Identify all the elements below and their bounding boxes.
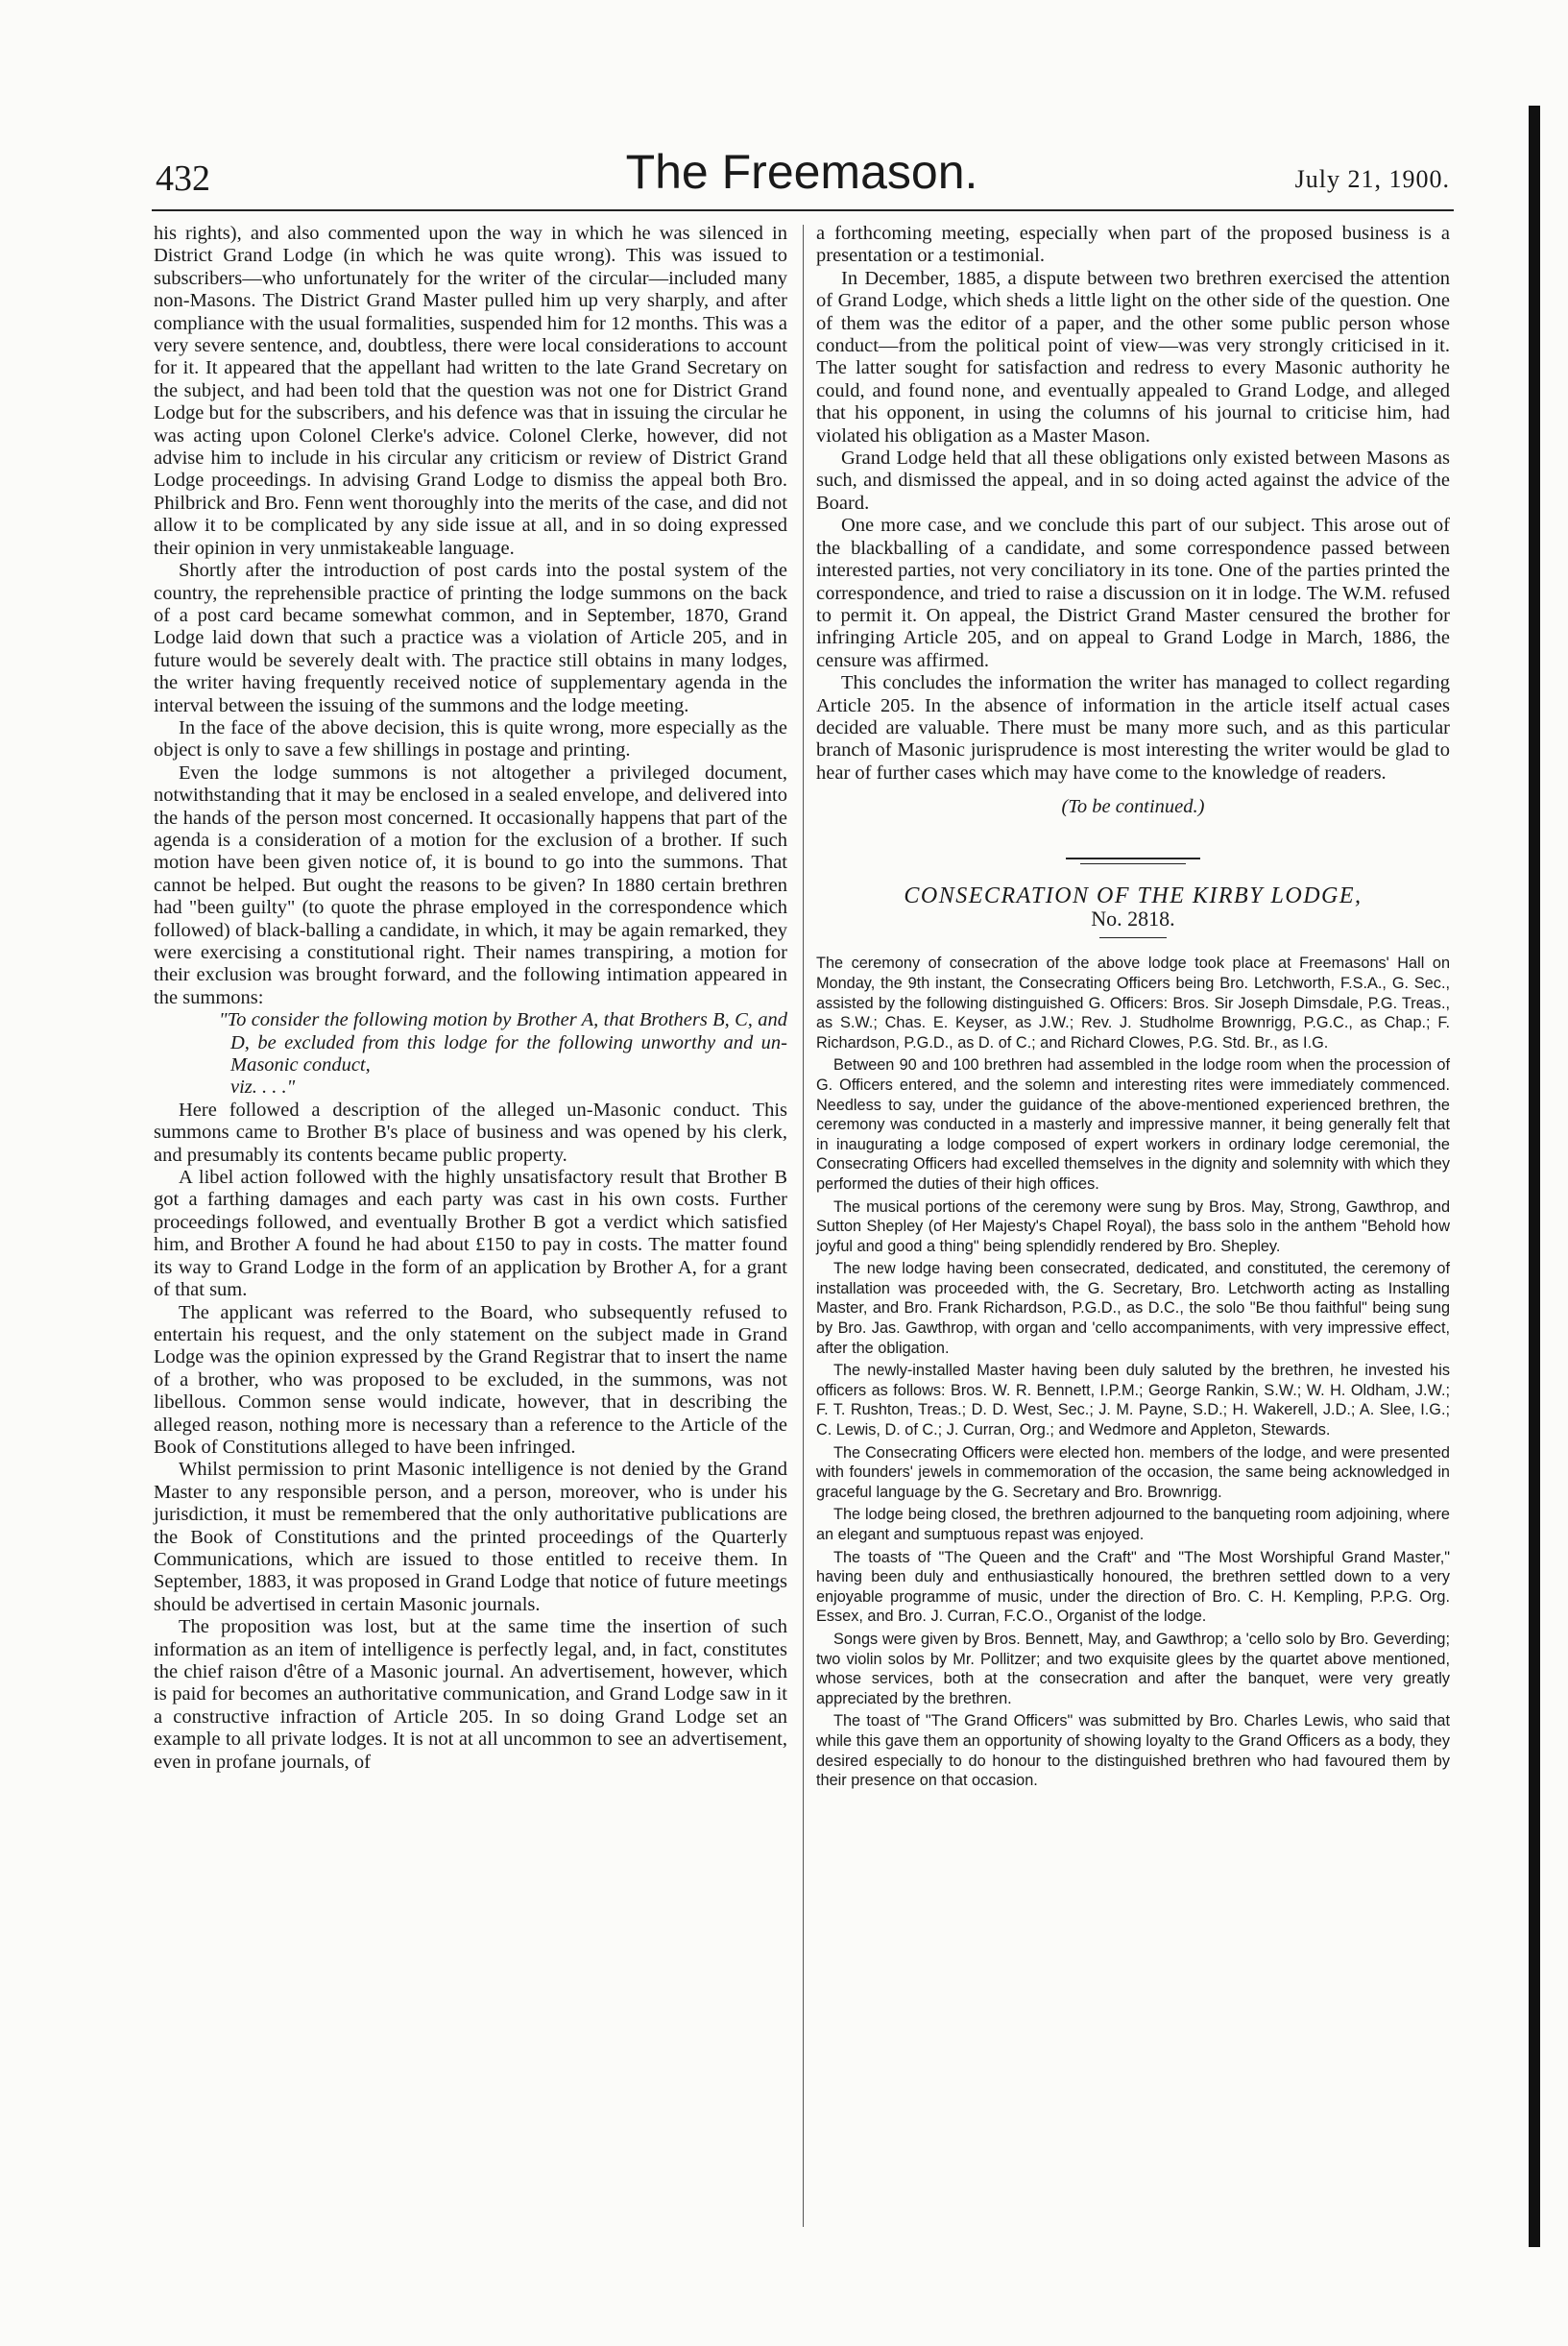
column-divider: [803, 225, 804, 2227]
paragraph: This concludes the information the writer has managed to collect regarding Article 205. In the absence of information in the article itself actual cases decided are valuable. There must be many more such, and as this particular branch of Masonic jurisprudence is most interesting the writer would be glad to hear of further cases which may have come to the knowledge of readers.: [816, 672, 1450, 784]
section-heading: CONSECRATION OF THE KIRBY LODGE,: [904, 883, 1363, 908]
left-column: [154, 223, 787, 1774]
paragraph: In December, 1885, a dispute between two brethren exercised the attention of Grand Lodge, which sheds a little light on the other side of the question. One of them was the editor of a paper, and the other some public person whose conduct—from the political point of view—was very strongly criticised in it. The latter sought for satisfaction and redress to every Masonic authority he could, and found none, and eventually appealed to Grand Lodge, and alleged that his opponent, in using the columns of his journal to criticise him, had violated his obligation as a Master Mason.: [816, 267, 1450, 447]
report-paragraph: Between 90 and 100 brethren had assembled in the lodge room when the procession of G. Officers entered, and the solemn and interesting rites were immediately commenced. Needless to say, under the guidance of the above-mentioned experienced brethren, the ceremony was conducted in a masterly and impressive manner, it being generally felt that in inaugurating a lodge composed of expert workers in ordinary lodge ceremonial, the Consecrating Officers had excelled themselves in the dignity and solemnity with which they performed the duties of their high offices.: [816, 1056, 1450, 1193]
paragraph: Whilst permission to print Masonic intelligence is not denied by the Grand Master to any responsible person, and a person, moreover, who is under his jurisdiction, it must be remembered that the only authoritative publications are the Book of Constitutions and the printed proceedings of the Quarterly Communications, which are issued to those entitled to receive them. In September, 1883, it was proposed in Grand Lodge that notice of future meetings should be advertised in certain Masonic journals.: [154, 1459, 787, 1615]
consecration-report: [816, 954, 1450, 1790]
page-header: [154, 144, 1450, 202]
page-edge-shadow: [1529, 106, 1540, 2247]
report-paragraph: The toast of "The Grand Officers" was submitted by Bro. Charles Lewis, who said that while this gave them an opportunity of showing loyalty to the Grand Officers as a body, they desired especially to do honour to the distinguished brethren who had favoured them by their presence on that occasion.: [816, 1712, 1450, 1790]
report-paragraph: Songs were given by Bros. Bennett, May, and Gawthrop; a 'cello solo by Bro. Geverding; two violin solos by Mr. Pollitzer; and two exquisite glees by the quartet above mentioned, whose services, both at the consecration and after the banquet, were very greatly appreciated by the brethren.: [816, 1630, 1450, 1707]
to-be-continued: (To be continued.): [1061, 796, 1205, 818]
paragraph: Even the lodge summons is not altogether a privileged document, notwithstanding that it may be enclosed in a sealed envelope, and delivered into the hands of the person most concerned. It occasionally happens that part of the agenda is a consideration of a motion for the exclusion of a brother. If such motion have been given notice of, it is bound to go into the summons. That cannot be helped. But ought the reasons to be given? In 1880 certain brethren had "been guilty" (to quote the phrase employed in the correspondence which followed) of black-balling a candidate, in which, it may be again remarked, they were exercising a constitutional right. Their names transpiring, a motion for their exclusion was brought forward, and the following intimation appeared in the summons:: [154, 762, 787, 1008]
paragraph: Grand Lodge held that all these obligations only existed between Masons as such, and dismissed the appeal, and in so doing acted against the advice of the Board.: [816, 447, 1450, 514]
issue-date: July 21, 1900.: [1294, 165, 1450, 193]
page-number: 432: [156, 158, 210, 199]
section-rule: [1066, 858, 1200, 859]
right-column: [816, 223, 1450, 1794]
block-quote: "To consider the following motion by Brother A, that Brothers B, C, and D, be excluded from this lodge for the following unworthy and un-Masonic conduct,: [219, 1009, 787, 1076]
block-quote-viz: viz. . . .": [230, 1076, 296, 1099]
report-paragraph: The ceremony of consecration of the above lodge took place at Freemasons' Hall on Monday, the 9th instant, the Consecrating Officers being Bro. Letchworth, F.S.A., G. Sec., assisted by the following distinguished G. Officers: Bros. Sir Joseph Dimsdale, P.G. Treas., as S.W.; Chas. E. Keyser, as J.W.; Rev. J. Studholme Brownrigg, P.G.C., as Chap.; F. Richardson, P.G.D., as D. of C.; and Richard Clowes, P.G. Std. Br., as I.G.: [816, 955, 1450, 1052]
paragraph: The proposition was lost, but at the same time the insertion of such information as an item of intelligence is perfectly legal, and, in fact, constitutes the chief raison d'être of a Masonic journal. An advertisement, however, which is paid for becomes an authoritative communication, and Grand Lodge saw in it a constructive infraction of Article 205. In so doing Grand Lodge set an example to all private lodges. It is not at all uncommon to see an advertisement, even in profane journals, of: [154, 1616, 787, 1773]
paragraph: In the face of the above decision, this is quite wrong, more especially as the object is only to save a few shillings in postage and printing.: [154, 716, 787, 762]
section-rule-small: [1099, 937, 1167, 938]
report-paragraph: The toasts of "The Queen and the Craft" and "The Most Worshipful Grand Master," having been duly and enthusiastically honoured, the brethren settled down to a very enjoyable programme of music, under the direction of Bro. C. H. Kempling, P.P.G. Org. Essex, and Bro. J. Curran, F.C.O., Organist of the lodge.: [816, 1548, 1450, 1626]
report-paragraph: The lodge being closed, the brethren adjourned to the banqueting room adjoining, where an elegant and sumptuous repast was enjoyed.: [816, 1506, 1450, 1543]
report-paragraph: The newly-installed Master having been duly saluted by the brethren, he invested his officers as follows: Bros. W. R. Bennett, I.P.M.; George Rankin, S.W.; W. H. Oldham, J.W.; F. T. Rushton, Treas.; D. D. West, Sec.; J. M. Payne, S.D.; H. Wakerell, J.D.; A. Slee, I.G.; C. Lewis, D. of C.; J. Curran, Org.; and Wedmore and Appleton, Stewards.: [816, 1362, 1450, 1439]
paragraph: Shortly after the introduction of post cards into the postal system of the country, the reprehensible practice of printing the lodge summons on the back of a post card became somewhat common, and in September, 1870, Grand Lodge laid down that such a practice was a violation of Article 205, and in future would be severely dealt with. The practice still obtains in many lodges, the writer having frequently received notice of supplementary agenda in the interval between the issuing of the summons and the lodge meeting.: [154, 560, 787, 716]
paragraph: a forthcoming meeting, especially when part of the proposed business is a presentation or a testimonial.: [816, 223, 1450, 267]
header-rule: [152, 209, 1454, 211]
paragraph: The applicant was referred to the Board, who subsequently refused to entertain his request, and the only statement on the subject made in Grand Lodge was the opinion expressed by the Grand Registrar that to insert the name of a brother, who was proposed to be excluded, in the summons, was not libellous. Common sense would indicate, however, that in describing the alleged reason, nothing more is necessary than a reference to the Article of the Book of Constitutions alleged to have been infringed.: [154, 1301, 787, 1458]
report-paragraph: The new lodge having been consecrated, dedicated, and constituted, the ceremony of installation was proceeded with, the G. Secretary, Bro. Letchworth acting as Installing Master, and Bro. Frank Richardson, P.G.D., as D.C., the solo "Be thou faithful" being sung by Bro. Jas. Gawthrop, with organ and 'cello accompaniments, with very impressive effect, after the obligation.: [816, 1260, 1450, 1357]
paragraph: his rights), and also commented upon the way in which he was silenced in District Grand Lodge (in which he was quite wrong). This was issued to subscribers—who unfortunately for the writer of the circular—included many non-Masons. The District Grand Master pulled him up very sharply, and after compliance with the usual formalities, suspended him for 12 months. This was a very severe sentence, and, doubtless, there were local considerations to account for it. It appeared that the appellant had written to the late Grand Secretary on the subject, and had been told that the question was not one for District Grand Lodge but for the subscribers, and his defence was that in issuing the circular he was acting upon Colonel Clerke's advice. Colonel Clerke, however, did not advise him to include in his circular any criticism or review of District Grand Lodge proceedings. In advising Grand Lodge to dismiss the appeal both Bro. Philbrick and Bro. Fenn went thoroughly into the merits of the case, and did not allow it to be complicated by any side issue at all, and in so doing expressed their opinion in very unmistakeable language.: [154, 223, 787, 559]
report-paragraph: The musical portions of the ceremony were sung by Bros. May, Strong, Gawthrop, and Sutton Shepley (of Her Majesty's Chapel Royal), the bass solo in the anthem "Behold how joyful and good a thing" being splendidly rendered by Bro. Shepley.: [816, 1197, 1450, 1255]
paper-title: The Freemason.: [625, 145, 978, 199]
section-lodge-number: No. 2818.: [1091, 906, 1175, 931]
report-paragraph: The Consecrating Officers were elected hon. members of the lodge, and were presented with founders' jewels in commemoration of the occasion, the same being acknowledged in graceful language by the G. Secretary and Bro. Brownrigg.: [816, 1443, 1450, 1501]
section-rule-thin: [1080, 863, 1186, 864]
paragraph: A libel action followed with the highly unsatisfactory result that Brother B got a farthing damages and each party was cast in his own costs. Further proceedings followed, and eventually Brother B got a verdict which satisfied him, and Brother A found he had about £150 to pay in costs. The matter found its way to Grand Lodge in the form of an application by Brother A, for a grant of that sum.: [154, 1167, 787, 1301]
paragraph: One more case, and we conclude this part of our subject. This arose out of the blackballing of a candidate, and some correspondence passed between interested parties, not very conciliatory in its tone. One of the parties printed the correspondence, and tried to raise a discussion on it in lodge. The W.M. refused to permit it. On appeal, the District Grand Master censured the brother for infringing Article 205, and on appeal to Grand Lodge in March, 1886, the censure was affirmed.: [816, 515, 1450, 671]
paragraph: Here followed a description of the alleged un-Masonic conduct. This summons came to Brother B's place of business and was opened by his clerk, and presumably its contents became public property.: [154, 1099, 787, 1166]
